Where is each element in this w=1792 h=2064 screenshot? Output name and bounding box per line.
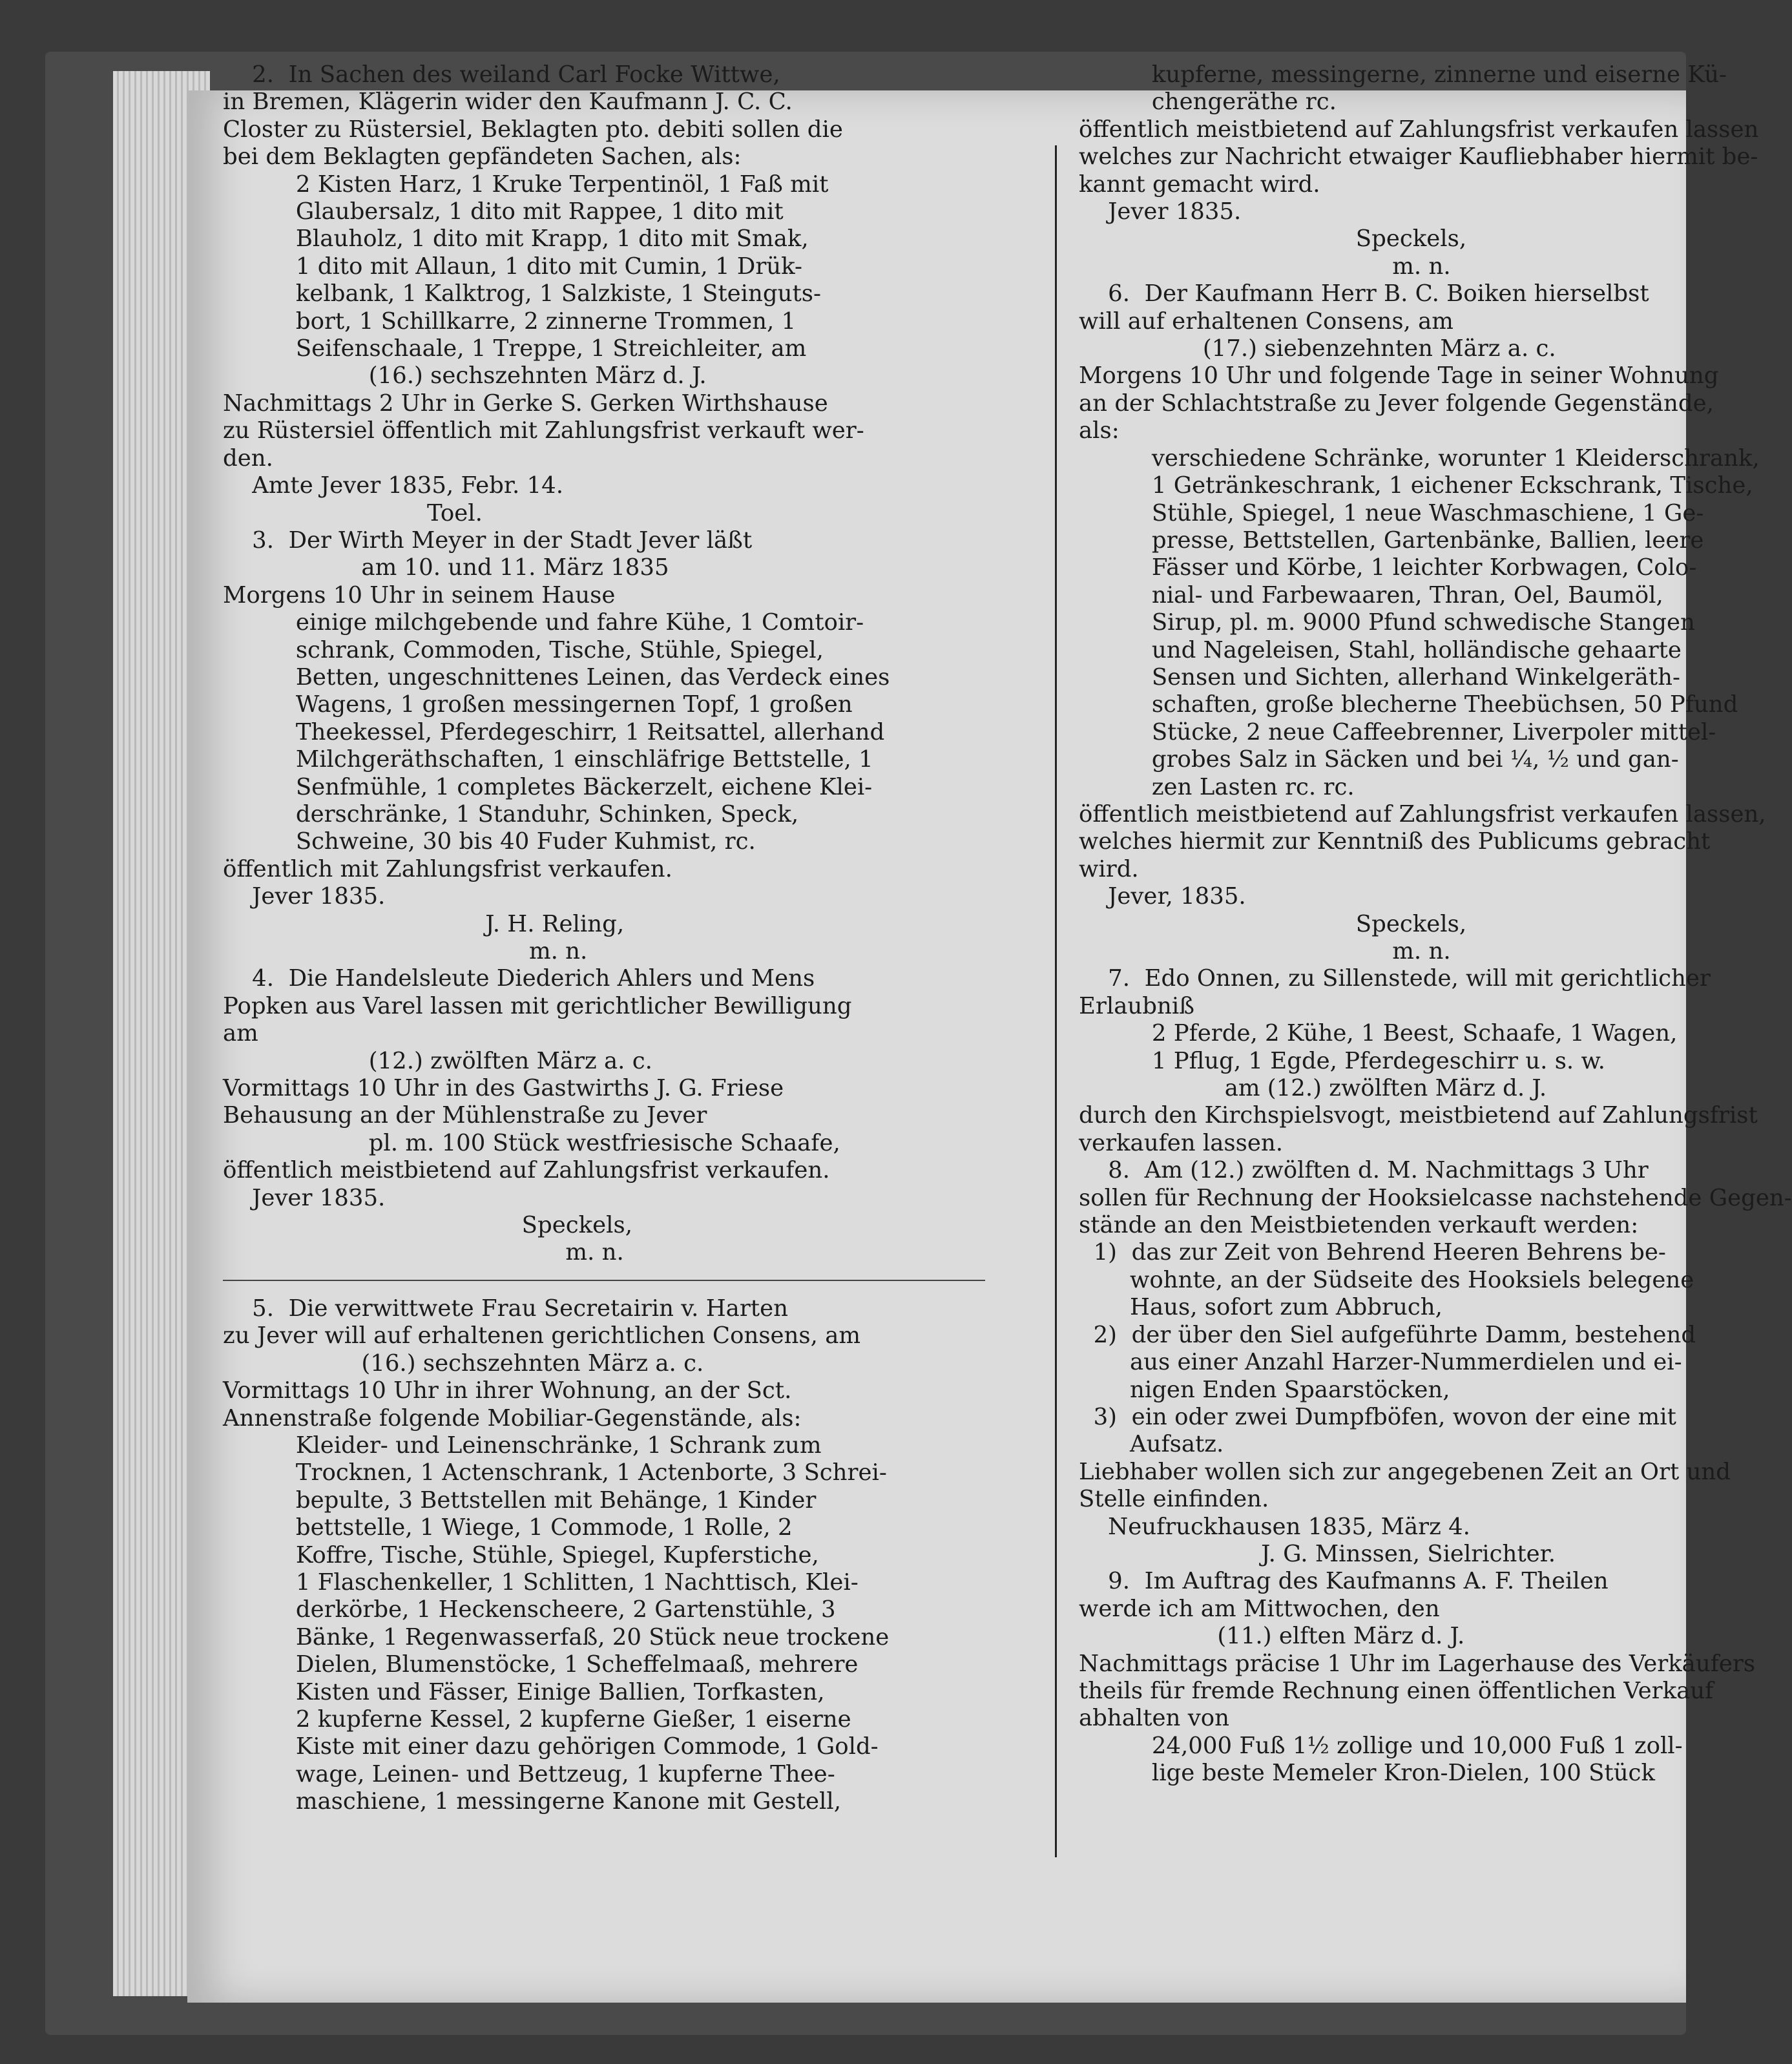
text-line: bort, 1 Schillkarre, 2 zinnerne Trommen, 1 [223,308,797,335]
text-line: bettstelle, 1 Wiege, 1 Commode, 1 Rolle, 2 [223,1514,793,1541]
text-line: 1) das zur Zeit von Behrend Heeren Behrens be- [1079,1239,1666,1266]
text-line: Milchgeräthschaften, 1 einschläfrige Bettstelle, 1 [223,746,873,773]
text-line: 2) der über den Siel aufgeführte Damm, bestehend [1079,1321,1696,1348]
text-line: zu Jever will auf erhaltenen gerichtlichen Consens, am [223,1322,861,1350]
text-line: 4. Die Handelsleute Diederich Ahlers und Mens [223,965,815,992]
text-line: Stelle einfinden. [1079,1486,1269,1513]
text-line: am 10. und 11. März 1835 [223,554,669,581]
text-line: (11.) elften März d. J. [1079,1623,1465,1650]
text-line: Senfmühle, 1 completes Bäckerzelt, eichene Klei- [223,773,873,800]
text-line: 9. Im Auftrag des Kaufmanns A. F. Theilen [1079,1568,1609,1595]
text-line: (12.) zwölften März a. c. [223,1047,652,1074]
text-line: bei dem Beklagten gepfändeten Sachen, als: [223,143,742,171]
text-line: nial- und Farbewaaren, Thran, Oel, Baumöl, [1079,581,1663,609]
text-line: öffentlich mit Zahlungsfrist verkaufen. [223,855,672,882]
text-line: maschiene, 1 messingerne Kanone mit Gestell, [223,1788,841,1815]
text-line: Speckels, [1079,225,1467,253]
text-line: Morgens 10 Uhr und folgende Tage in seiner Wohnung [1079,362,1719,390]
text-line: Toel. [223,499,483,526]
text-line: 3. Der Wirth Meyer in der Stadt Jever läßt [223,526,753,554]
text-line: Stühle, Spiegel, 1 neue Waschmaschiene, 1 Ge- [1079,499,1704,526]
text-line: grobes Salz in Säcken und bei ¼, ½ und gan- [1079,746,1679,773]
text-line: Stücke, 2 neue Caffeebrenner, Liverpoler mittel- [1079,718,1716,745]
text-line: kannt gemacht wird. [1079,171,1320,198]
column-rule [1055,145,1057,1857]
text-line: schaften, große blecherne Theebüchsen, 50 Pfund [1079,691,1738,718]
text-line: 1 dito mit Allaun, 1 dito mit Cumin, 1 Drük- [223,253,803,280]
text-line: 6. Der Kaufmann Herr B. C. Boiken hierselbst [1079,280,1649,308]
text-line: am [223,1020,258,1047]
section-separator [223,1280,985,1281]
text-line: theils für fremde Rechnung einen öffentlichen Verkauf [1079,1677,1714,1704]
text-line: Aufsatz. [1079,1431,1224,1458]
text-line: will auf erhaltenen Consens, am [1079,308,1453,335]
text-line: Speckels, [223,1212,632,1239]
text-line: durch den Kirchspielsvogt, meistbietend auf Zahlungsfrist [1079,1102,1758,1129]
text-line: m. n. [223,1239,624,1266]
text-line: 5. Die verwittwete Frau Secretairin v. Harten [223,1295,788,1322]
text-line: m. n. [1079,938,1451,964]
text-line: schrank, Commoden, Tische, Stühle, Spiegel, [223,636,824,663]
text-line: öffentlich meistbietend auf Zahlungsfrist verkaufen lassen [1079,116,1759,143]
text-line: 2 Kisten Harz, 1 Kruke Terpentinöl, 1 Faß mit [223,171,829,198]
text-line: 7. Edo Onnen, zu Sillenstede, will mit gerichtlicher [1079,965,1711,992]
text-line: 2 Pferde, 2 Kühe, 1 Beest, Schaafe, 1 Wagen, [1079,1020,1678,1047]
text-line: Popken aus Varel lassen mit gerichtlicher Bewilligung [223,992,852,1019]
text-line: Neufruckhausen 1835, März 4. [1079,1513,1470,1540]
text-line: pl. m. 100 Stück westfriesische Schaafe, [223,1129,840,1156]
text-line: 2 kupferne Kessel, 2 kupferne Gießer, 1 eiserne [223,1705,851,1733]
text-line: verkaufen lassen. [1079,1129,1283,1156]
text-line: 1 Flaschenkeller, 1 Schlitten, 1 Nachttisch, Klei- [223,1569,859,1596]
text-line: zen Lasten rc. rc. [1079,773,1355,800]
text-line: J. G. Minssen, Sielrichter. [1079,1540,1556,1567]
text-line: Wagens, 1 großen messingernen Topf, 1 großen [223,691,853,718]
text-line: an der Schlachtstraße zu Jever folgende Gegenstände, [1079,390,1714,417]
text-line: abhalten von [1079,1705,1229,1732]
text-line: Nachmittags 2 Uhr in Gerke S. Gerken Wirthshause [223,390,828,417]
text-line: Jever 1835. [223,1184,386,1211]
text-line: in Bremen, Klägerin wider den Kaufmann J. C. C. [223,89,793,116]
text-line: Behausung an der Mühlenstraße zu Jever [223,1102,707,1129]
text-line: welches zur Nachricht etwaiger Kaufliebhaber hiermit be- [1079,143,1758,171]
text-line: einige milchgebende und fahre Kühe, 1 Comtoir- [223,609,864,636]
text-line: Blauholz, 1 dito mit Krapp, 1 dito mit Smak, [223,225,809,253]
text-line: kelbank, 1 Kalktrog, 1 Salzkiste, 1 Steinguts- [223,280,821,308]
text-line: derschränke, 1 Standuhr, Schinken, Speck, [223,800,799,828]
text-line: Kleider- und Leinenschränke, 1 Schrank zum [223,1432,822,1459]
text-line: m. n. [1079,253,1451,280]
text-line: Jever 1835. [223,883,386,910]
text-line: Kiste mit einer dazu gehörigen Commode, 1 Gold- [223,1733,879,1760]
text-line: Fässer und Körbe, 1 leichter Korbwagen, Colo- [1079,554,1697,581]
text-line: Koffre, Tische, Stühle, Spiegel, Kupferstiche, [223,1541,819,1569]
text-line: Theekessel, Pferdegeschirr, 1 Reitsattel, allerhand [223,718,885,745]
text-line: wage, Leinen- und Bettzeug, 1 kupferne Thee- [223,1760,835,1788]
text-line: Annenstraße folgende Mobiliar-Gegenstände, als: [223,1404,802,1432]
text-line: Nachmittags präcise 1 Uhr im Lagerhause des Verkäufers [1079,1650,1756,1677]
text-line: Glaubersalz, 1 dito mit Rappee, 1 dito mit [223,198,784,225]
text-line: Speckels, [1079,910,1467,937]
text-line: zu Rüstersiel öffentlich mit Zahlungsfrist verkauft wer- [223,417,864,444]
text-line: 3) ein oder zwei Dumpfböfen, wovon der eine mit [1079,1403,1676,1430]
text-line: 1 Pflug, 1 Egde, Pferdegeschirr u. s. w. [1079,1047,1605,1074]
text-line: Haus, sofort zum Abbruch, [1079,1294,1443,1321]
text-line: werde ich am Mittwochen, den [1079,1595,1440,1622]
text-line: derkörbe, 1 Heckenscheere, 2 Gartenstühle, 3 [223,1596,836,1623]
right-column [1079,61,1792,1788]
text-line: welches hiermit zur Kenntniß des Publicums gebracht [1079,828,1711,855]
text-line: Betten, ungeschnittenes Leinen, das Verdeck eines [223,663,890,691]
text-line: 24,000 Fuß 1½ zollige und 10,000 Fuß 1 zoll- [1079,1732,1683,1759]
text-line: (16.) sechszehnten März a. c. [223,1350,704,1377]
text-line: lige beste Memeler Kron-Dielen, 100 Stück [1079,1760,1655,1787]
text-line: Schweine, 30 bis 40 Fuder Kuhmist, rc. [223,828,756,855]
text-line: Bänke, 1 Regenwasserfaß, 20 Stück neue trockene [223,1623,890,1651]
text-line: Jever 1835. [1079,198,1242,225]
text-line: m. n. [223,938,588,964]
text-line: Jever, 1835. [1079,883,1246,910]
text-line: wird. [1079,855,1139,882]
text-line: Vormittags 10 Uhr in ihrer Wohnung, an der Sct. [223,1377,792,1404]
text-line: (16.) sechszehnten März d. J. [223,362,707,390]
text-line: öffentlich meistbietend auf Zahlungsfrist verkaufen. [223,1157,830,1184]
text-line: Liebhaber wollen sich zur angegebenen Zeit an Ort und [1079,1458,1731,1485]
text-line: als: [1079,417,1120,444]
text-line: (17.) siebenzehnten März a. c. [1079,335,1556,362]
text-line: Amte Jever 1835, Febr. 14. [223,472,563,499]
text-line: wohnte, an der Südseite des Hooksiels belegene [1079,1266,1694,1293]
text-line: verschiedene Schränke, worunter 1 Kleiderschrank, [1079,444,1760,472]
left-column [223,61,1024,1816]
text-line: bepulte, 3 Bettstellen mit Behänge, 1 Kinder [223,1486,817,1514]
text-line: presse, Bettstellen, Gartenbänke, Ballien, leere [1079,526,1704,554]
text-line: Vormittags 10 Uhr in des Gastwirths J. G. Friese [223,1075,784,1102]
text-line: kupferne, messingerne, zinnerne und eiserne Kü- [1079,61,1727,88]
text-line: nigen Enden Spaarstöcken, [1079,1376,1450,1403]
text-line: Dielen, Blumenstöcke, 1 Scheffelmaaß, mehrere [223,1651,859,1678]
text-line: Kisten und Fässer, Einige Ballien, Torfkasten, [223,1678,825,1705]
text-line: 1 Getränkeschrank, 1 eichener Eckschrank, Tische, [1079,472,1753,499]
text-line: öffentlich meistbietend auf Zahlungsfrist verkaufen lassen, [1079,800,1766,828]
text-line: am (12.) zwölften März d. J. [1079,1075,1547,1102]
text-line: sollen für Rechnung der Hooksielcasse nachstehende Gegen- [1079,1184,1792,1211]
text-line: Morgens 10 Uhr in seinem Hause [223,581,616,609]
text-line: Seifenschaale, 1 Treppe, 1 Streichleiter, am [223,335,807,362]
text-line: Erlaubniß [1079,992,1194,1019]
text-line: 8. Am (12.) zwölften d. M. Nachmittags 3 Uhr [1079,1157,1649,1184]
text-line: und Nageleisen, Stahl, holländische gehaarte [1079,636,1682,663]
text-line: stände an den Meistbietenden verkauft werden: [1079,1212,1639,1239]
text-line: Trocknen, 1 Actenschrank, 1 Actenborte, 3 Schrei- [223,1459,887,1486]
text-line: 2. In Sachen des weiland Carl Focke Wittwe, [223,61,780,88]
text-line: den. [223,444,273,472]
text-line: Sensen und Sichten, allerhand Winkelgeräth- [1079,663,1680,691]
text-line: J. H. Reling, [223,910,625,937]
text-line: chengeräthe rc. [1079,89,1337,116]
text-line: Closter zu Rüstersiel, Beklagten pto. debiti sollen die [223,116,843,143]
text-line: aus einer Anzahl Harzer-Nummerdielen und ei- [1079,1349,1682,1376]
text-line: Sirup, pl. m. 9000 Pfund schwedische Stangen [1079,609,1695,636]
